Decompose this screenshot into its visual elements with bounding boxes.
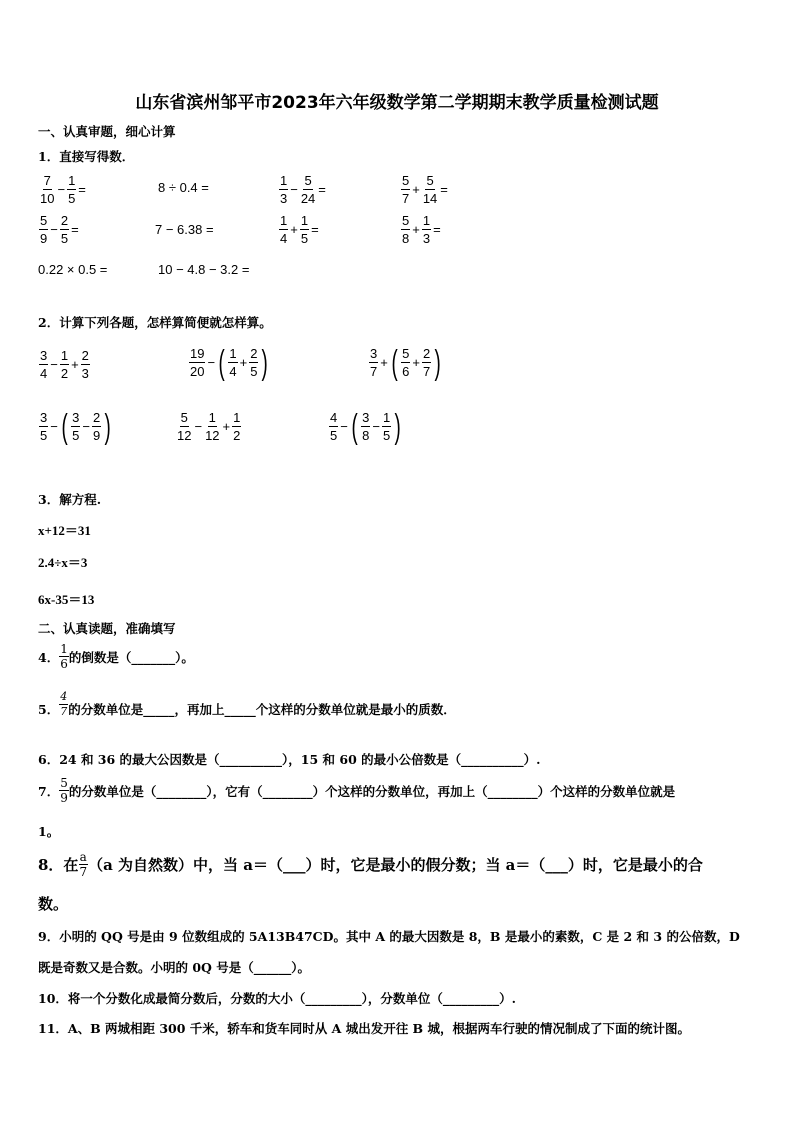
q1-fraction-a-denominator: 3 [280,191,288,206]
q2-fraction [81,347,90,382]
q2-lead-fraction-numerator: 19 [190,346,205,361]
question-7-continuation: 1。 [38,824,60,839]
q2-fraction-numerator: 1 [233,410,241,425]
q1-item [400,172,449,207]
q2-item [38,347,91,382]
section-heading-1: 一、认真审题，细心计算 [38,124,176,139]
q2-item [368,345,444,380]
q1-operator: − [57,182,66,197]
q2-inner-fraction-denominator: 4 [229,364,237,379]
q4-numerator: 1 [60,642,68,656]
q1-item [400,212,442,247]
q2-lead-fraction [189,345,205,380]
q2-lead-fraction-denominator: 5 [40,428,48,443]
question-9-line-2: 既是奇数又是合数。小明的 0Q 号是（______）。 [38,960,311,975]
q2-operator: + [71,357,79,372]
question-11: 11．A、B 两城相距 300 千米，轿车和货车同时从 A 城出发开往 B 城，根据两车行驶的情况制成了下面的统计图。 [38,1021,690,1036]
q2-right-paren: ) [104,407,111,446]
q2-fraction-denominator: 2 [233,428,241,443]
q1-fraction-a-numerator: 5 [40,213,48,228]
q7-number: 7． [38,783,60,799]
q1-fraction-b-denominator: 5 [60,231,69,246]
q1-fraction-b-numerator: 1 [300,213,309,228]
q2-item [175,409,242,444]
q1-fraction-b [60,212,69,247]
q1-fraction-a-denominator: 10 [40,191,55,206]
q2-inner-fraction-denominator: 6 [402,364,410,379]
q1-fraction-b-denominator: 5 [300,231,309,246]
q2-operator: − [50,357,58,372]
q1-fraction-b [67,172,76,207]
q1-equals: = [433,222,441,237]
q1-item [38,172,87,207]
q1-operator: + [412,222,420,237]
q2-inner-fraction-numerator: 3 [362,410,370,425]
q2-fraction [60,347,69,382]
q1-equals: = [311,222,319,237]
q2-operator: − [194,419,203,434]
q2-lead-fraction-numerator: 3 [370,346,378,361]
q2-inner-fraction-numerator: 2 [250,346,258,361]
equation-1: x+12＝31 [38,523,91,538]
q2-left-paren: ( [391,343,398,382]
q1-item-expression: 10 − 4.8 − 3.2 = [158,262,250,277]
q2-inner-fraction-numerator: 1 [382,410,391,425]
q2-inner-fraction [228,345,237,380]
q2-inner-fraction [92,409,101,444]
q1-fraction-b-numerator: 2 [60,213,69,228]
q1-equals: = [78,182,86,197]
q2-inner-fraction-denominator: 5 [72,428,80,443]
q2-inner-fraction-denominator: 9 [92,428,101,443]
question-10: 10．将一个分数化成最简分数后，分数的大小（_________），分数单位（_________）. [38,991,516,1006]
q2-inner-fraction-numerator: 2 [92,410,101,425]
q1-fraction-b-numerator: 5 [426,173,434,188]
q1-operator: − [290,182,298,197]
q2-fraction-numerator: 1 [60,348,69,363]
q2-lead-fraction [369,345,378,380]
q1-operator: + [412,182,420,197]
q1-equals: = [318,182,326,197]
q5-fraction [59,690,68,719]
q2-lead-fraction [39,409,48,444]
q1-fraction-b [422,172,438,207]
question-1-label: 1．直接写得数． [38,149,135,164]
q1-item-expression: 0.22 × 0.5 = [38,262,108,277]
q2-inner-fraction-denominator: 7 [422,364,431,379]
q2-inner-fraction-numerator: 5 [402,346,410,361]
question-8 [38,850,703,879]
q1-equals: = [440,182,448,197]
q2-operator: + [222,419,231,434]
q2-inner-operator: − [82,419,90,434]
q2-fraction [176,409,192,444]
question-7 [38,776,675,805]
q2-inner-operator: − [372,419,380,434]
question-3-label: 3．解方程. [38,492,102,507]
q1-fraction-a-denominator: 4 [280,231,288,246]
q5-numerator: 4 [60,690,68,703]
q2-operator: + [380,355,388,370]
q1-item-expression: 8 ÷ 0.4 = [158,180,209,195]
q1-operator: − [50,222,58,237]
equation-3: 6x-35＝13 [38,592,95,607]
q2-inner-fraction [71,409,80,444]
question-5 [38,690,456,719]
q2-inner-fraction [361,409,370,444]
q1-operator: + [290,222,298,237]
q1-fraction-a [39,212,48,247]
q2-lead-fraction-denominator: 5 [330,428,338,443]
q2-lead-fraction-denominator: 20 [190,364,205,379]
q1-fraction-b-numerator: 5 [304,173,312,188]
question-2-label: 2．计算下列各题，怎样算简便就怎样算。 [38,315,272,330]
equation-2: 2.4÷x＝3 [38,555,88,570]
q4-text: 的倒数是（_______）。 [68,649,194,665]
q2-fraction-denominator: 12 [177,428,192,443]
q4-number: 4． [38,649,60,665]
q1-item [158,180,209,195]
q1-equals: = [71,222,79,237]
q2-left-paren: ( [351,407,358,446]
q2-inner-fraction-numerator: 2 [422,346,431,361]
q2-inner-operator: + [412,355,420,370]
q2-inner-fraction-numerator: 3 [72,410,80,425]
q2-right-paren: ) [394,407,401,446]
q1-item [278,172,327,207]
q2-fraction-numerator: 3 [40,348,48,363]
q1-fraction-b-denominator: 14 [422,191,438,206]
q2-fraction [39,347,48,382]
q1-fraction-a-denominator: 8 [402,231,410,246]
q2-fraction-denominator: 12 [205,428,220,443]
q7-numerator: 5 [60,776,68,790]
section-heading-2: 二、认真读题，准确填写 [38,621,176,636]
q2-item [38,409,114,444]
q5-number: 5． [38,702,60,717]
question-4 [38,642,194,671]
q1-fraction-a-denominator: 7 [402,191,410,206]
q4-fraction [59,642,69,671]
q1-fraction-b [300,212,309,247]
q2-left-paren: ( [218,343,225,382]
q7-text: 的分数单位是（________），它有（________）个这样的分数单位，再加上（________）个这样的分数单位就是 [68,783,676,799]
q1-fraction-a [39,172,55,207]
q5-text: 的分数单位是_____，再加上_____个这样的分数单位就是最小的质数． [68,702,456,717]
q1-fraction-a [279,212,288,247]
q1-fraction-b-denominator: 3 [422,231,431,246]
q1-item [38,212,80,247]
q5-denominator: 7 [60,705,68,718]
question-6: 6．24 和 36 的最大公因数是（__________），15 和 60 的最小公倍数是（__________）. [38,752,541,767]
page-title: 山东省滨州邹平市2023年六年级数学第二学期期末教学质量检测试题 [135,93,659,113]
q8-text: （a 为自然数）中，当 a＝（___）时，它是最小的假分数；当 a＝（___）时，它是最小的合 [88,856,703,874]
q1-fraction-b-numerator: 1 [68,173,76,188]
q1-fraction-a [401,172,410,207]
q2-inner-fraction [249,345,258,380]
q7-fraction [59,776,69,805]
q2-inner-fraction-numerator: 1 [229,346,237,361]
q1-fraction-a-denominator: 9 [40,231,48,246]
q1-item [38,262,107,277]
q1-fraction-a-numerator: 5 [402,173,410,188]
q1-fraction-a-numerator: 5 [402,213,410,228]
q2-inner-fraction-denominator: 8 [362,428,370,443]
q2-inner-fraction [401,345,410,380]
q2-lead-fraction [329,409,338,444]
q2-fraction [204,409,220,444]
q1-fraction-a-numerator: 1 [280,173,288,188]
q2-inner-fraction [382,409,391,444]
q2-operator: − [50,419,58,434]
q2-operator: − [340,419,348,434]
q2-item [328,409,404,444]
q2-fraction-numerator: 5 [180,410,188,425]
q1-fraction-a-numerator: 7 [43,173,51,188]
q1-fraction-b-denominator: 24 [300,191,316,206]
q2-right-paren: ) [434,343,441,382]
q2-inner-fraction [422,345,431,380]
q2-lead-fraction-denominator: 7 [370,364,378,379]
q7-denominator: 9 [60,791,68,805]
q2-fraction-numerator: 1 [208,410,216,425]
q2-item [188,345,271,380]
question-8-continuation: 数。 [38,895,69,913]
q2-operator: − [207,355,216,370]
q1-fraction-b [422,212,431,247]
q1-item-expression: 7 − 6.38 = [155,222,214,237]
q2-left-paren: ( [61,407,68,446]
q2-fraction-denominator: 4 [40,366,48,381]
q2-fraction-denominator: 2 [60,366,69,381]
q2-right-paren: ) [262,343,269,382]
q2-inner-fraction-denominator: 5 [382,428,391,443]
q2-inner-fraction-denominator: 5 [250,364,258,379]
q1-fraction-b-numerator: 1 [422,213,431,228]
q1-item [278,212,320,247]
q1-fraction-a-numerator: 1 [280,213,288,228]
q1-fraction-b [300,172,316,207]
q8-number: 8．在 [38,856,79,874]
q2-lead-fraction-numerator: 3 [40,410,48,425]
q1-item [158,262,249,277]
q8-numerator: a [79,850,87,864]
question-9-line-1: 9．小明的 QQ 号是由 9 位数组成的 5A13B47CD。其中 A 的最大因数是 8，B 是最小的素数，C 是 2 和 3 的公倍数，D [38,929,740,944]
q2-fraction-denominator: 3 [81,366,89,381]
q2-fraction-numerator: 2 [81,348,89,363]
q2-lead-fraction-numerator: 4 [330,410,338,425]
q4-denominator: 6 [60,657,68,671]
q1-fraction-a [401,212,410,247]
q8-fraction [78,850,88,879]
q2-inner-operator: + [239,355,248,370]
q1-item [155,222,214,237]
q1-fraction-a [279,172,288,207]
q8-denominator: 7 [79,865,88,879]
q1-fraction-b-denominator: 5 [68,191,76,206]
q2-fraction [232,409,241,444]
